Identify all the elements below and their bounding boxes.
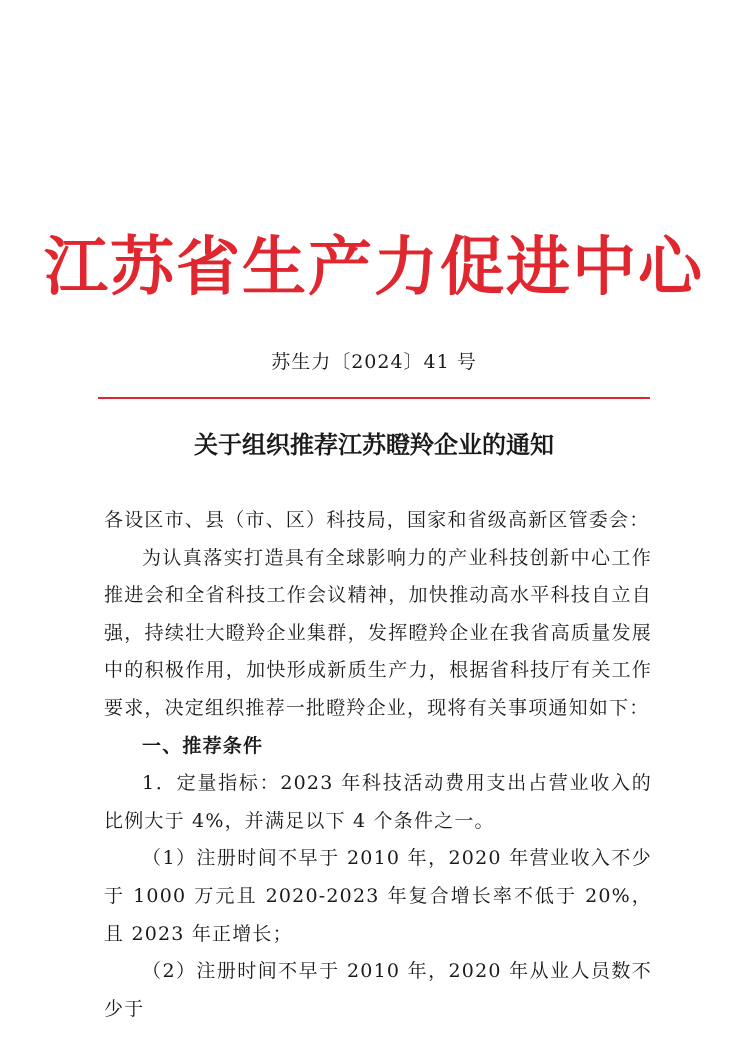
document-number: 苏生力〔2024〕41 号 (271, 351, 477, 373)
condition-1-paragraph: （1）注册时间不早于 2010 年，2020 年营业收入不少于 1000 万元且 2020-2023 年复合增长率不低于 20%，且 2023 年正增长； (104, 847, 652, 945)
intro-paragraph: 为认真落实打造具有全球影响力的产业科技创新中心工作推进会和全省科技工作会议精神，加快推动高水平科技自立自强，持续壮大瞪羚企业集群，发挥瞪羚企业在我省高质量发展中的积极作用，加快形成新质生产力，根据省科技厅有关工作要求，决定组织推荐一批瞪羚企业，现将有关事项通知如下： (104, 546, 652, 719)
quantitative-indicator-paragraph: 1．定量指标：2023 年科技活动费用支出占营业收入的比例大于 4%，并满足以下 4 个条件之一。 (104, 772, 652, 832)
notice-body (104, 502, 652, 1028)
addressee-line: 各设区市、县（市、区）科技局，国家和省级高新区管委会： (104, 509, 650, 531)
organization-title: 江苏省生产力促进中心 (44, 230, 704, 305)
red-divider-line (98, 397, 650, 399)
notice-title: 关于组织推荐江苏瞪羚企业的通知 (194, 430, 554, 459)
section-heading-recommendation-conditions: 一、推荐条件 (142, 734, 264, 757)
condition-2-paragraph: （2）注册时间不早于 2010 年，2020 年从业人员数不少于 (104, 960, 652, 1020)
